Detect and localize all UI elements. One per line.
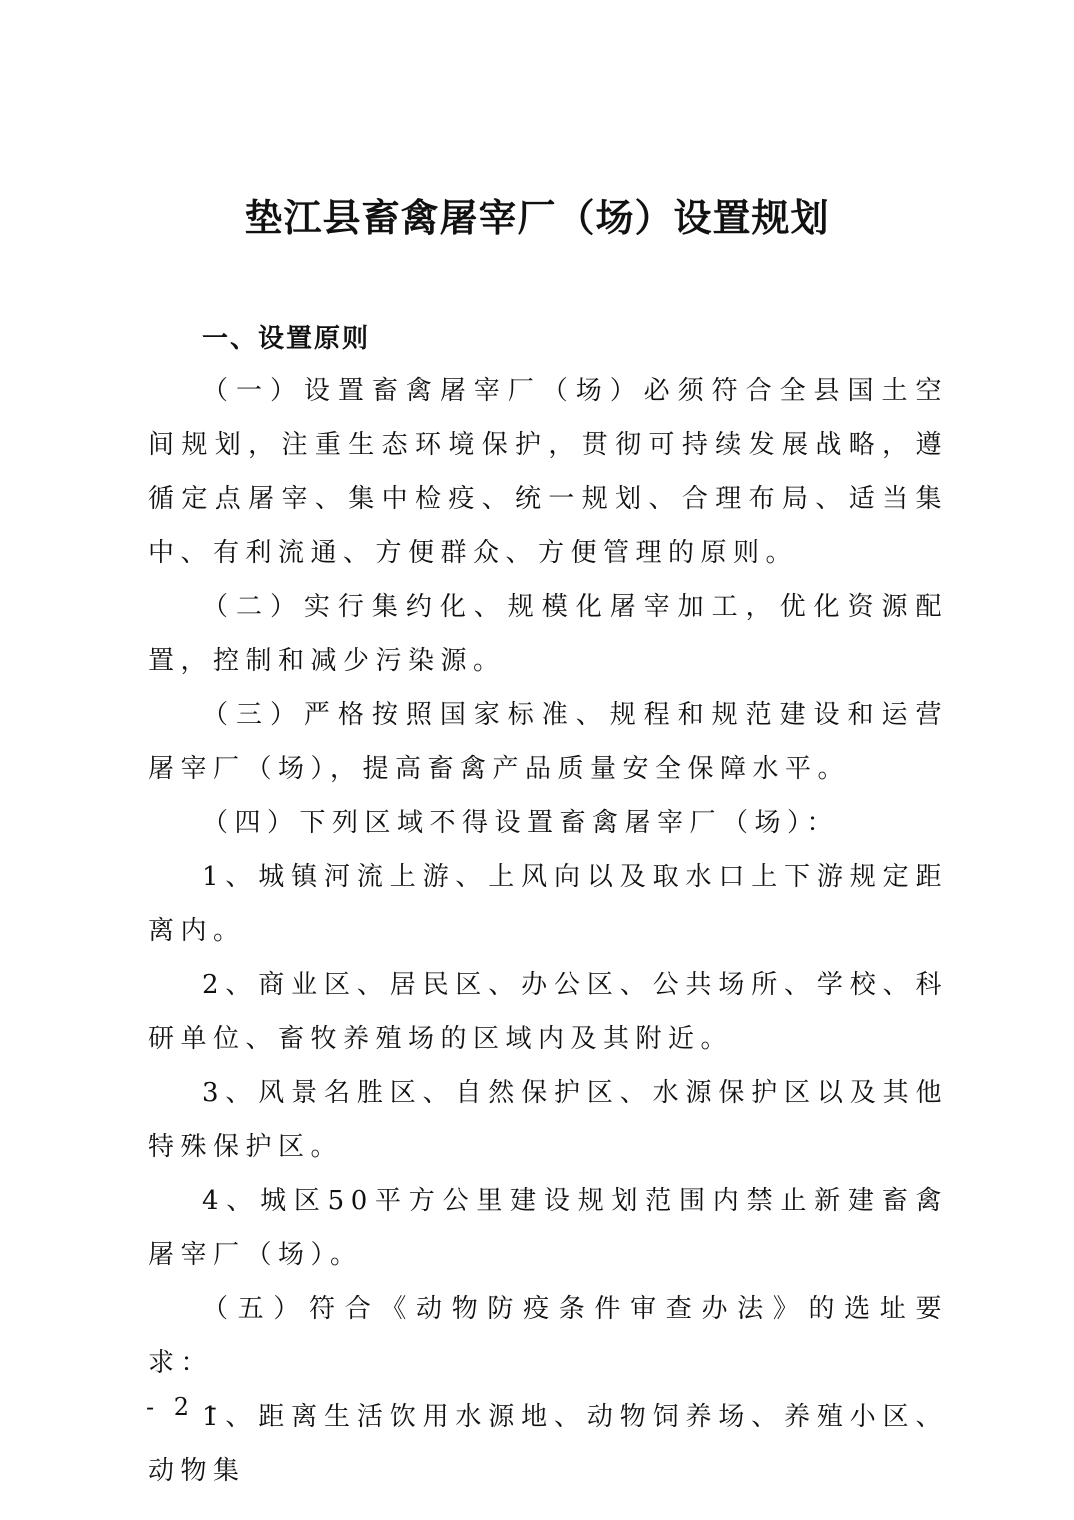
- body-text: [148, 364, 948, 1498]
- section-heading: 一、设置原则: [202, 324, 371, 354]
- paragraph-2: （二）实行集约化、规模化屠宰加工，优化资源配置，控制和减少污染源。: [148, 592, 948, 676]
- paragraph-10: 1、距离生活饮用水源地、动物饲养场、养殖小区、动物集: [148, 1402, 948, 1486]
- paragraph-8: 4、城区50平方公里建设规划范围内禁止新建畜禽屠宰厂（场）。: [148, 1186, 948, 1270]
- paragraph-6: 2、商业区、居民区、办公区、公共场所、学校、科研单位、畜牧养殖场的区域内及其附近。: [148, 970, 948, 1054]
- page-number: - 2 -: [146, 1393, 223, 1421]
- paragraph-1: （一）设置畜禽屠宰厂（场）必须符合全县国土空间规划，注重生态环境保护，贯彻可持续发展战略，遵循定点屠宰、集中检疫、统一规划、合理布局、适当集中、有利流通、方便群众、方便管理的原则。: [148, 376, 948, 568]
- paragraph-9: （五）符合《动物防疫条件审查办法》的选址要求：: [148, 1294, 948, 1378]
- paragraph-7: 3、风景名胜区、自然保护区、水源保护区以及其他特殊保护区。: [148, 1078, 948, 1162]
- paragraph-4: （四）下列区域不得设置畜禽屠宰厂（场）：: [202, 808, 840, 838]
- paragraph-5: 1、城镇河流上游、上风向以及取水口上下游规定距离内。: [148, 862, 948, 946]
- paragraph-3: （三）严格按照国家标准、规程和规范建设和运营屠宰厂（场），提高畜禽产品质量安全保障水平。: [148, 700, 948, 784]
- document-title: 垫江县畜禽屠宰厂（场）设置规划: [244, 196, 830, 240]
